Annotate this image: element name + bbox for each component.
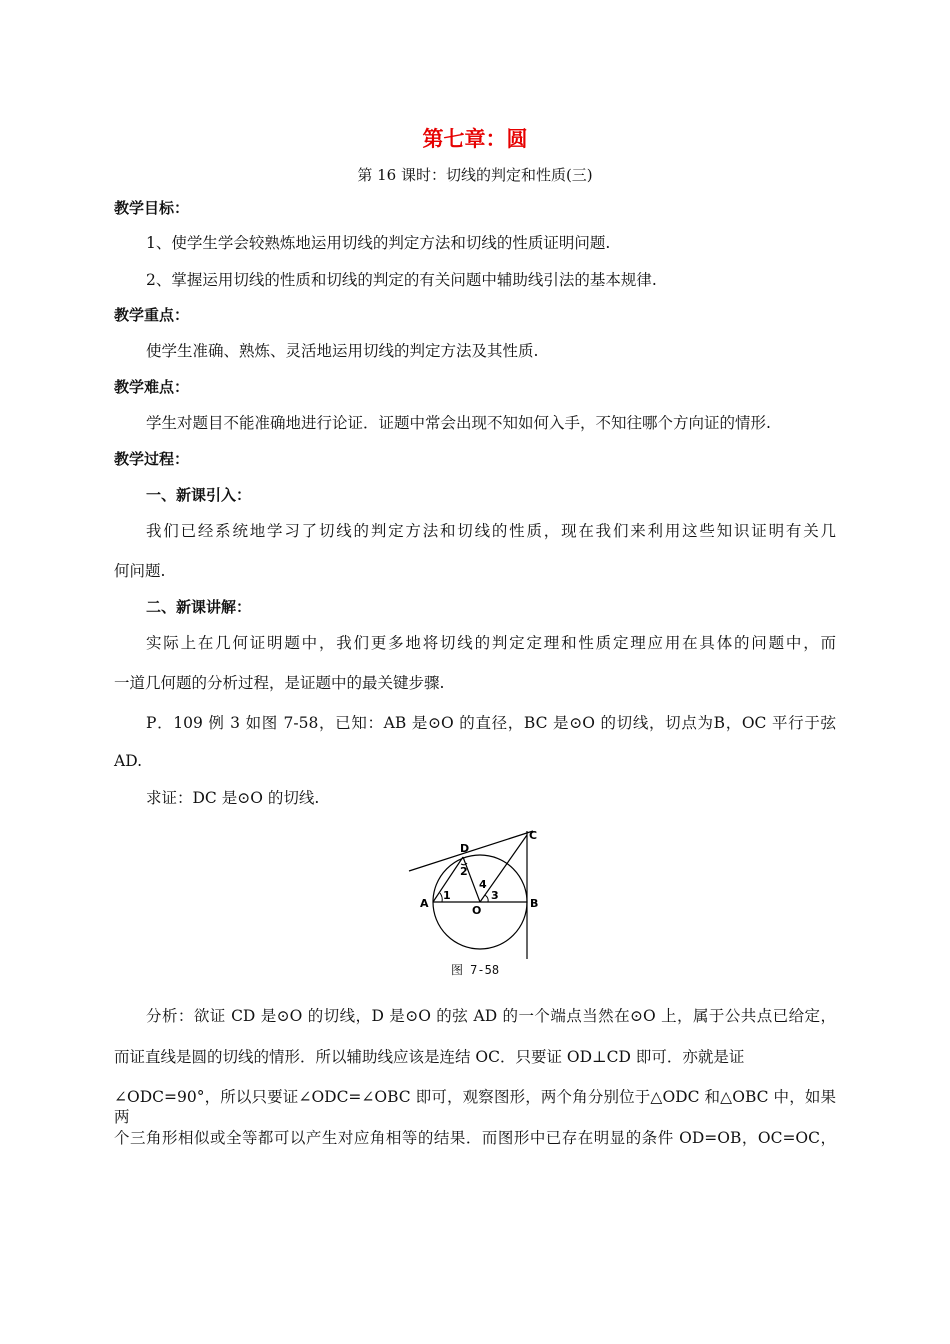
point-a-label: A: [420, 897, 429, 910]
section1-line1: 我们已经系统地学习了切线的判定方法和切线的性质，现在我们来利用这些知识证明有关几: [146, 522, 836, 540]
process-heading: 教学过程：: [114, 450, 190, 468]
figure-caption: 图 7-58: [450, 963, 500, 977]
radius-od: [463, 857, 480, 902]
point-c-label: C: [529, 829, 538, 842]
point-b-label: B: [530, 897, 539, 910]
objective-item-2: 2、掌握运用切线的性质和切线的判定的有关问题中辅助线引法的基本规律.: [146, 271, 657, 289]
geometry-figure: [405, 825, 555, 975]
prove-statement: 求证：DC 是⊙O 的切线.: [146, 789, 320, 807]
objectives-heading: 教学目标：: [114, 199, 190, 217]
section1-line2: 何问题.: [114, 562, 166, 580]
point-o-label: O: [472, 904, 482, 917]
example-line2: AD.: [114, 752, 142, 770]
section2-heading: 二、新课讲解：: [146, 598, 252, 616]
section1-heading: 一、新课引入：: [146, 486, 252, 504]
difficulties-text: 学生对题目不能准确地进行论证．证题中常会出现不知如何入手，不知往哪个方向证的情形.: [146, 414, 771, 432]
analysis-line3: ∠ODC=90°，所以只要证∠ODC=∠OBC 即可，观察图形，两个角分别位于△ODC 和△OBC 中，如果两: [114, 1088, 836, 1126]
chapter-title: 第七章：圆: [422, 127, 528, 151]
difficulties-heading: 教学难点：: [114, 378, 190, 396]
analysis-line1: 分析：欲证 CD 是⊙O 的切线，D 是⊙O 的弦 AD 的一个端点当然在⊙O 上，属于公共点已给定，: [146, 1007, 836, 1025]
angle-4-label: 4: [479, 878, 487, 891]
angle-2-label: 2: [460, 865, 468, 878]
objective-item-1: 1、使学生学会较熟炼地运用切线的判定方法和切线的性质证明问题.: [146, 234, 611, 252]
angle-1-arc: [440, 893, 442, 902]
angle-3-arc: [485, 895, 488, 902]
angle-3-label: 3: [491, 889, 499, 902]
circle-tangent-diagram: [405, 825, 555, 975]
tangent-line-dc: [409, 831, 533, 871]
key-points-text: 使学生准确、熟炼、灵活地运用切线的判定方法及其性质.: [146, 342, 539, 360]
lesson-subtitle: 第 16 课时：切线的判定和性质(三): [357, 166, 593, 184]
analysis-line4: 个三角形相似或全等都可以产生对应角相等的结果．而图形中已存在明显的条件 OD=OB，OC=OC，: [114, 1129, 836, 1147]
section2-line1: 实际上在几何证明题中，我们更多地将切线的判定定理和性质定理应用在具体的问题中，而: [146, 634, 836, 652]
section2-line2: 一道几何题的分析过程，是证题中的最关键步骤.: [114, 674, 445, 692]
analysis-line2: 而证直线是圆的切线的情形．所以辅助线应该是连结 OC．只要证 OD⊥CD 即可．亦就是证: [114, 1048, 745, 1066]
point-d-label: D: [460, 842, 470, 855]
key-points-heading: 教学重点：: [114, 306, 190, 324]
segment-oc: [480, 835, 527, 902]
angle-1-label: 1: [443, 889, 451, 902]
example-line1: P．109 例 3 如图 7-58，已知：AB 是⊙O 的直径，BC 是⊙O 的切线，切点为B，OC 平行于弦: [146, 714, 836, 732]
